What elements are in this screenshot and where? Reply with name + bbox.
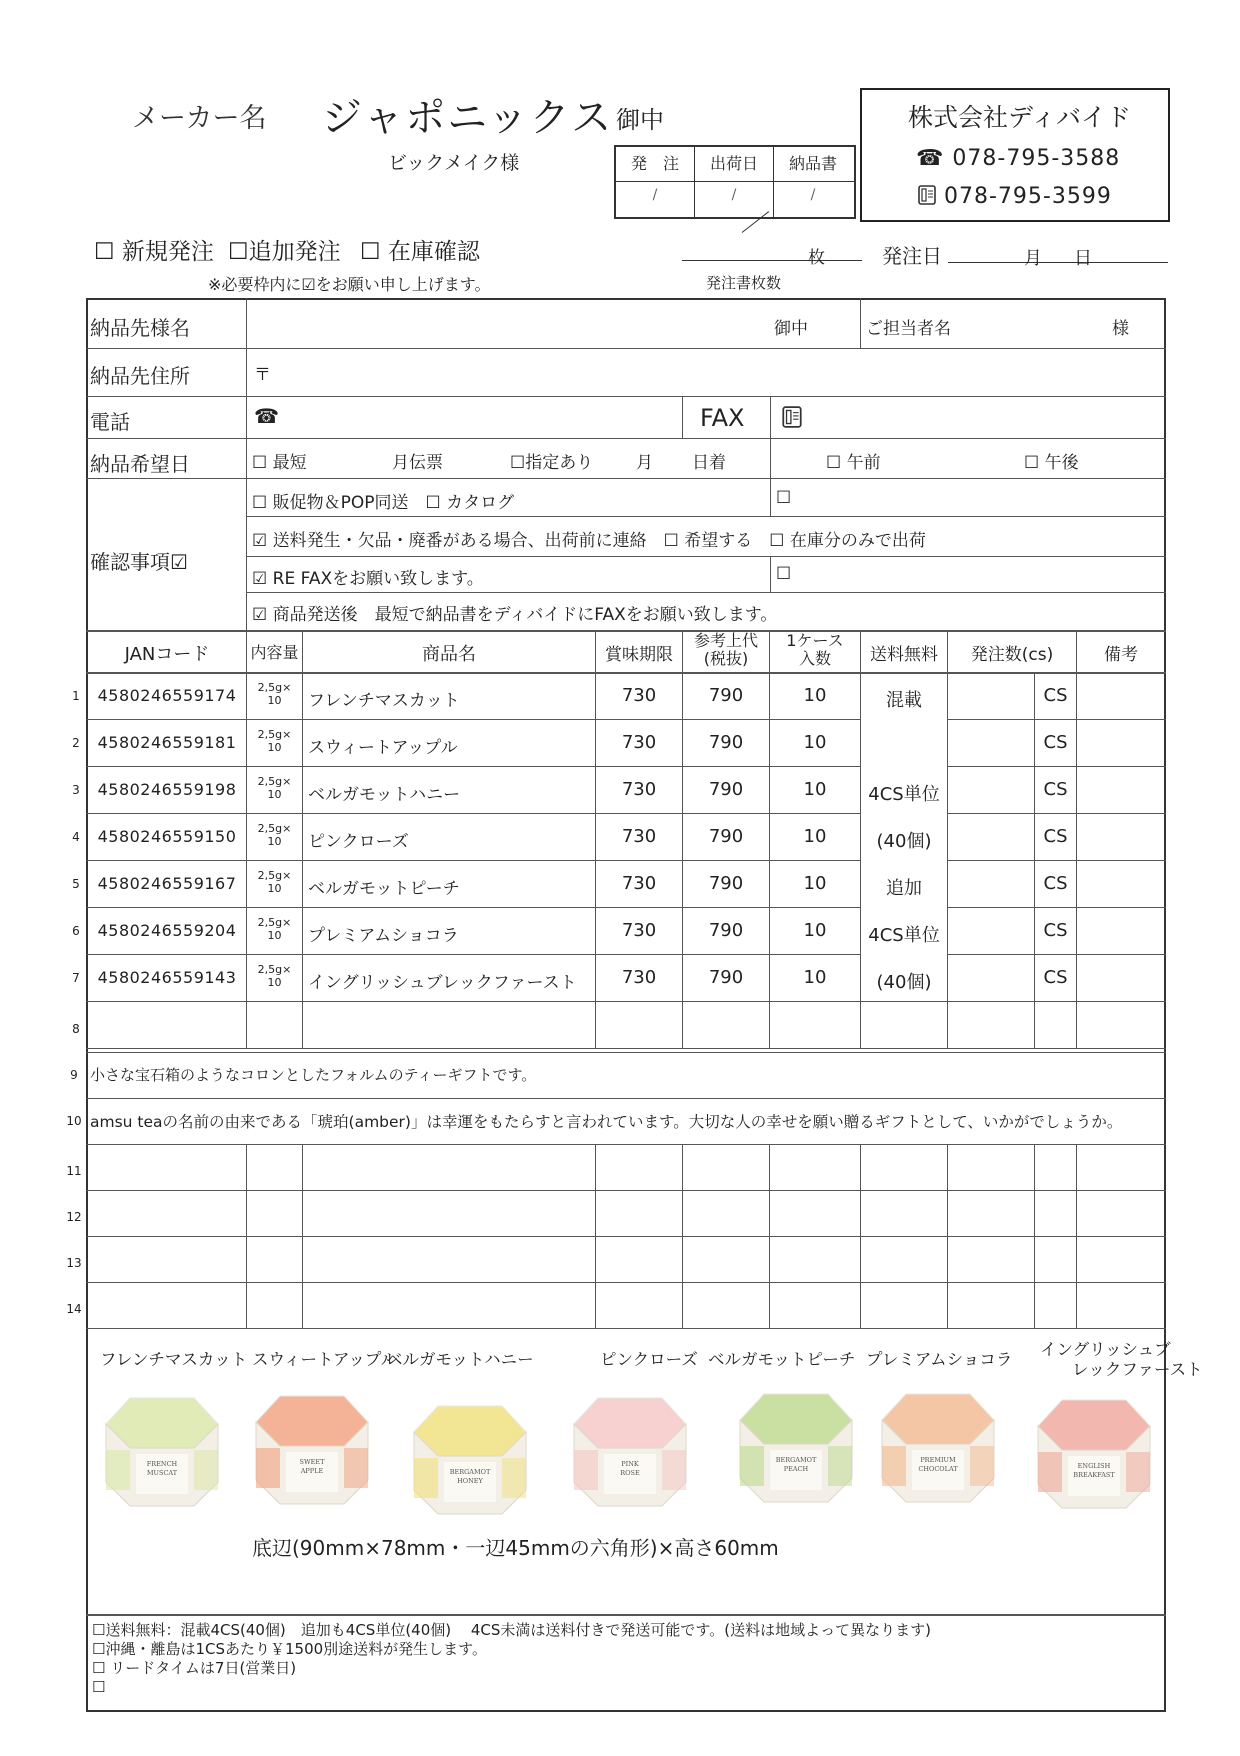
- shipping-note: (40個): [876, 972, 932, 993]
- row-number: 14: [66, 1302, 82, 1316]
- grid-line: [86, 1098, 1166, 1099]
- order-qty-input[interactable]: [948, 862, 1034, 905]
- maker-label: メーカー名: [132, 103, 267, 134]
- content-amount-top: 2,5g×: [257, 728, 292, 741]
- grid-line: [770, 396, 771, 438]
- content-amount-top: 2,5g×: [257, 822, 292, 835]
- header-name: 商品名: [422, 644, 476, 665]
- svg-text:ROSE: ROSE: [620, 1469, 640, 1477]
- order-date-label: 発注日: [882, 244, 942, 268]
- option-additional-order[interactable]: ☐追加発注: [228, 239, 341, 265]
- stamp-value: /: [810, 187, 816, 203]
- grid-line: [86, 1190, 1166, 1191]
- designated-month: 月: [636, 453, 653, 473]
- grid-line: [86, 1001, 1166, 1002]
- maker-name: ジャポニックス: [322, 95, 614, 141]
- retail-price: 790: [708, 685, 744, 706]
- dest-name-label: 納品先様名: [90, 316, 190, 340]
- tel-number: 078-795-3588: [952, 146, 1121, 171]
- order-date-month: 月: [1024, 248, 1042, 269]
- confirm-label: 確認事項☑: [90, 550, 188, 574]
- order-qty-input[interactable]: [948, 815, 1034, 858]
- stamp-header-order: 発 注: [630, 154, 679, 173]
- grid-line: [86, 907, 860, 908]
- content-amount-bottom: 10: [267, 976, 282, 989]
- grid-line: [246, 592, 1166, 593]
- grid-line: [86, 813, 860, 814]
- grid-line: [770, 478, 771, 516]
- company-name: 株式会社ディバイド: [908, 103, 1132, 132]
- row-number: 4: [72, 830, 80, 844]
- grid-line: [1076, 1144, 1077, 1328]
- grid-line: [86, 860, 860, 861]
- jan-code: 4580246559181: [97, 733, 237, 752]
- svg-text:SWEET: SWEET: [299, 1458, 325, 1466]
- grid-line: [860, 1144, 861, 1328]
- header-expiry: 賞味期限: [605, 645, 673, 665]
- svg-text:BERGAMOT: BERGAMOT: [775, 1456, 817, 1464]
- row-number: 6: [72, 924, 80, 938]
- gallery-label: ベルガモットハニー: [386, 1350, 534, 1369]
- header-case-line1: 1ケース: [786, 631, 844, 650]
- jan-code: 4580246559204: [97, 921, 237, 940]
- content-amount: [247, 916, 302, 942]
- gallery-label: フレンチマスカット: [100, 1350, 248, 1369]
- option-am[interactable]: ☐ 午前: [826, 453, 881, 473]
- case-quantity: 10: [803, 685, 827, 706]
- tea-box-image: [570, 1390, 690, 1510]
- shipping-note: (40個): [876, 831, 932, 852]
- grid-line: [86, 630, 1166, 632]
- option-stock-check[interactable]: ☐ 在庫確認: [360, 239, 480, 265]
- contact-sama: 様: [1112, 319, 1129, 339]
- order-qty-input[interactable]: [948, 721, 1034, 764]
- product-name: ピンクローズ: [308, 832, 409, 852]
- grid-line: [1034, 672, 1035, 1048]
- grid-line: [682, 396, 683, 438]
- content-amount: [247, 728, 302, 754]
- grid-line: [246, 516, 1166, 517]
- designated-day: 日着: [692, 453, 726, 473]
- jan-code: 4580246559167: [97, 874, 237, 893]
- case-quantity: 10: [803, 826, 827, 847]
- header-shipping: 送料無料: [870, 645, 938, 665]
- grid-line: [947, 766, 1166, 767]
- expiry-days: 730: [621, 873, 657, 894]
- jan-code: 4580246559143: [97, 968, 237, 987]
- confirm-contact[interactable]: ☑ 送料発生・欠品・廃番がある場合、出荷前に連絡 ☐ 希望する ☐ 在庫分のみで出荷: [252, 531, 926, 551]
- header-case-line2: 入数: [798, 649, 831, 668]
- grid-line: [595, 1144, 596, 1328]
- row-number: 8: [72, 1022, 80, 1036]
- content-amount: [247, 963, 302, 989]
- expiry-days: 730: [621, 967, 657, 988]
- cs-unit: CS: [1043, 779, 1068, 800]
- svg-text:HONEY: HONEY: [457, 1477, 483, 1485]
- cs-unit: CS: [1043, 873, 1068, 894]
- row-number: 2: [72, 736, 80, 750]
- content-amount-top: 2,5g×: [257, 916, 292, 929]
- content-amount-top: 2,5g×: [257, 963, 292, 976]
- header-jan: JANコード: [124, 644, 210, 665]
- case-quantity: 10: [803, 967, 827, 988]
- grid-line: [86, 954, 860, 955]
- grid-line: [86, 1236, 1166, 1237]
- svg-text:BREAKFAST: BREAKFAST: [1073, 1471, 1115, 1479]
- sheets-underline: [682, 260, 862, 261]
- retail-price: 790: [708, 779, 744, 800]
- confirm-row1-check[interactable]: ☐: [776, 488, 792, 508]
- order-qty-input[interactable]: [948, 956, 1034, 999]
- svg-text:PREMIUM: PREMIUM: [920, 1456, 956, 1464]
- expiry-days: 730: [621, 779, 657, 800]
- order-date-underline[interactable]: [948, 262, 1168, 263]
- option-new-order[interactable]: ☐ 新規発注: [94, 239, 214, 265]
- tea-box-image: [878, 1386, 998, 1506]
- dest-onchu: 御中: [774, 319, 808, 339]
- grid-line: [947, 719, 1166, 720]
- content-amount-top: 2,5g×: [257, 869, 292, 882]
- product-name: ベルガモットピーチ: [308, 879, 460, 899]
- gallery-label: ピンクローズ: [600, 1350, 698, 1369]
- grid-line: [1034, 1144, 1035, 1328]
- svg-text:FRENCH: FRENCH: [146, 1460, 178, 1468]
- confirm-refax[interactable]: ☑ RE FAXをお願い致します。: [252, 569, 484, 589]
- grid-line: [86, 348, 1166, 349]
- grid-line: [1076, 630, 1077, 1048]
- row-number: 1: [72, 689, 80, 703]
- shipping-note: 4CS単位: [868, 784, 940, 805]
- header-content: 内容量: [250, 643, 299, 662]
- cs-unit: CS: [1043, 685, 1068, 706]
- grid-line: [86, 438, 1166, 439]
- option-pm[interactable]: ☐ 午後: [1024, 453, 1079, 473]
- option-designated[interactable]: ☐指定あり: [510, 453, 594, 473]
- jan-code: 4580246559150: [97, 827, 237, 846]
- phone-label: 電話: [90, 410, 130, 434]
- dest-address-label: 納品先住所: [90, 364, 190, 388]
- header-price: [683, 632, 769, 668]
- tea-box-image: [410, 1398, 530, 1518]
- company-fax: [916, 184, 1112, 209]
- stamp-header-slip: 納品書: [788, 154, 837, 173]
- retail-price: 790: [708, 967, 744, 988]
- content-amount-bottom: 10: [267, 882, 282, 895]
- phone-icon: ☎: [916, 146, 953, 171]
- maker-sub: ビックメイク様: [388, 152, 520, 174]
- fax-label: FAX: [700, 404, 745, 432]
- shipping-note: 追加: [886, 878, 922, 899]
- gallery-label: スウィートアップル: [252, 1350, 398, 1369]
- content-amount: [247, 775, 302, 801]
- grid-line: [770, 556, 771, 592]
- grid-line: [246, 298, 247, 630]
- cs-unit: CS: [1043, 826, 1068, 847]
- tea-box-image: [1034, 1392, 1154, 1512]
- footer-note-okinawa: ☐沖縄・離島は1CSあたり￥1500別途送料が発生します。: [92, 1640, 487, 1658]
- product-description-1: 小さな宝石箱のようなコロンとしたフォルムのティーギフトです。: [90, 1066, 537, 1084]
- content-amount-top: 2,5g×: [257, 775, 292, 788]
- grid-line: [86, 1144, 1166, 1145]
- grid-line: [770, 438, 771, 478]
- product-name: ベルガモットハニー: [308, 785, 461, 805]
- maker-onchu: 御中: [616, 106, 664, 134]
- svg-text:BERGAMOT: BERGAMOT: [449, 1468, 491, 1476]
- expiry-days: 730: [621, 826, 657, 847]
- svg-text:MUSCAT: MUSCAT: [146, 1469, 178, 1477]
- row-number: 5: [72, 877, 80, 891]
- header-remarks: 備考: [1104, 645, 1138, 665]
- postal-icon: 〒: [254, 365, 271, 385]
- product-description-2: amsu teaの名前の由来である「琥珀(amber)」は幸運をもたらすと言われています。大切な人の幸せを願い贈るギフトとして、いかがでしょうか。: [90, 1113, 1123, 1131]
- box-dimensions: 底辺(90mm×78mm・一辺45mmの六角形)×高さ60mm: [252, 1536, 779, 1560]
- svg-text:ENGLISH: ENGLISH: [1077, 1462, 1111, 1470]
- phone-icon: ☎: [254, 404, 279, 428]
- grid-line: [947, 1144, 948, 1328]
- product-name: プレミアムショコラ: [308, 926, 459, 946]
- product-name: フレンチマスカット: [308, 691, 460, 711]
- footer-note-shipping: ☐送料無料：混載4CS(40個) 追加も4CS単位(40個) 4CS未満は送料付きで発送可能です。(送料は地域よって異なります): [92, 1621, 931, 1639]
- grid-line: [86, 719, 860, 720]
- shipping-note: 4CS単位: [868, 925, 940, 946]
- grid-line: [302, 630, 303, 1048]
- footer-note-blank: ☐: [92, 1678, 106, 1696]
- grid-line: [86, 396, 1166, 397]
- cs-unit: CS: [1043, 732, 1068, 753]
- grid-line: [769, 1144, 770, 1328]
- content-amount: [247, 869, 302, 895]
- header-qty: 発注数(cs): [970, 645, 1054, 665]
- grid-line: [86, 1048, 1166, 1049]
- contact-label: ご担当者名: [866, 319, 951, 339]
- retail-price: 790: [708, 920, 744, 941]
- confirm-slip-fax[interactable]: ☑ 商品発送後 最短で納品書をディバイドにFAXをお願い致します。: [252, 605, 778, 625]
- expiry-days: 730: [621, 685, 657, 706]
- content-amount: [247, 822, 302, 848]
- gallery-label: レックファースト: [1072, 1360, 1203, 1379]
- content-amount-bottom: 10: [267, 929, 282, 942]
- content-amount-top: 2,5g×: [257, 681, 292, 694]
- month-slip: 月伝票: [392, 453, 443, 473]
- case-quantity: 10: [803, 920, 827, 941]
- stamp-header-ship: 出荷日: [709, 154, 758, 173]
- cs-unit: CS: [1043, 920, 1068, 941]
- gallery-label: プレミアムショコラ: [866, 1350, 1013, 1369]
- tea-box-image: [252, 1388, 372, 1508]
- grid-line: [86, 478, 1166, 479]
- grid-line: [302, 1144, 303, 1328]
- jan-code: 4580246559174: [97, 686, 237, 705]
- tea-box-image: [102, 1390, 222, 1510]
- fax-number: 078-795-3599: [944, 184, 1112, 209]
- header-case: [770, 632, 860, 668]
- grid-line: [860, 298, 861, 348]
- order-qty-input[interactable]: [948, 768, 1034, 811]
- delivery-date-label: 納品希望日: [90, 452, 190, 476]
- grid-line: [947, 907, 1166, 908]
- retail-price: 790: [708, 873, 744, 894]
- product-name: スウィートアップル: [308, 738, 458, 758]
- stamp-box: [614, 145, 856, 219]
- case-quantity: 10: [803, 873, 827, 894]
- sheets-unit: 枚: [808, 248, 825, 268]
- jan-code: 4580246559198: [97, 780, 237, 799]
- order-qty-input[interactable]: [948, 909, 1034, 952]
- shipping-note: 混載: [886, 690, 922, 711]
- header-price-line2: (税抜): [703, 649, 749, 668]
- gallery-label: ベルガモットピーチ: [708, 1350, 856, 1369]
- stamp-divider: [616, 181, 854, 182]
- retail-price: 790: [708, 826, 744, 847]
- footer-note-leadtime: ☐ リードタイムは7日(営業日): [92, 1659, 297, 1677]
- order-date-day: 日: [1074, 248, 1092, 269]
- tea-box-image: [736, 1386, 856, 1506]
- expiry-days: 730: [621, 732, 657, 753]
- cs-unit: CS: [1043, 967, 1068, 988]
- expiry-days: 730: [621, 920, 657, 941]
- row-number: 7: [72, 971, 80, 985]
- grid-line: [947, 954, 1166, 955]
- gallery-label: イングリッシュブ: [1040, 1340, 1171, 1359]
- content-amount-bottom: 10: [267, 835, 282, 848]
- case-quantity: 10: [803, 732, 827, 753]
- confirm-promo[interactable]: ☐ 販促物＆POP同送 ☐ カタログ: [252, 493, 515, 513]
- content-amount-bottom: 10: [267, 741, 282, 754]
- svg-text:PINK: PINK: [621, 1460, 639, 1468]
- grid-line: [246, 556, 1166, 557]
- order-qty-input[interactable]: [948, 674, 1034, 717]
- company-tel: [916, 146, 1120, 171]
- product-name: イングリッシュブレックファースト: [308, 973, 577, 993]
- grid-line: [86, 766, 860, 767]
- content-amount: [247, 681, 302, 707]
- company-box: [860, 88, 1170, 222]
- row-number: 12: [66, 1210, 82, 1224]
- content-amount-bottom: 10: [267, 694, 282, 707]
- fax-icon: [916, 184, 938, 206]
- grid-line: [86, 1328, 1166, 1329]
- svg-text:PEACH: PEACH: [783, 1465, 809, 1473]
- stamp-value: /: [652, 187, 658, 203]
- row-number: 11: [66, 1164, 82, 1178]
- row-number: 9: [70, 1068, 78, 1082]
- checkbox-note: ※必要枠内に☑をお願い申し上げます。: [208, 275, 491, 294]
- fax-icon: [780, 404, 804, 430]
- grid-line: [86, 1052, 1166, 1053]
- grid-line: [86, 1282, 1166, 1283]
- retail-price: 790: [708, 732, 744, 753]
- confirm-row3-check[interactable]: ☐: [776, 564, 792, 584]
- grid-line: [246, 1144, 247, 1328]
- content-amount-bottom: 10: [267, 788, 282, 801]
- grid-line: [682, 1144, 683, 1328]
- row-number: 3: [72, 783, 80, 797]
- svg-text:CHOCOLAT: CHOCOLAT: [918, 1465, 958, 1473]
- header-price-line1: 参考上代: [693, 631, 758, 650]
- sheets-label: 発注書枚数: [706, 274, 782, 292]
- footer-divider: [86, 1614, 1166, 1616]
- case-quantity: 10: [803, 779, 827, 800]
- option-shortest[interactable]: ☐ 最短: [252, 453, 307, 473]
- stamp-value: /: [731, 187, 737, 203]
- svg-text:APPLE: APPLE: [300, 1467, 324, 1475]
- grid-line: [947, 813, 1166, 814]
- row-number: 10: [66, 1114, 82, 1128]
- grid-line: [947, 860, 1166, 861]
- row-number: 13: [66, 1256, 82, 1270]
